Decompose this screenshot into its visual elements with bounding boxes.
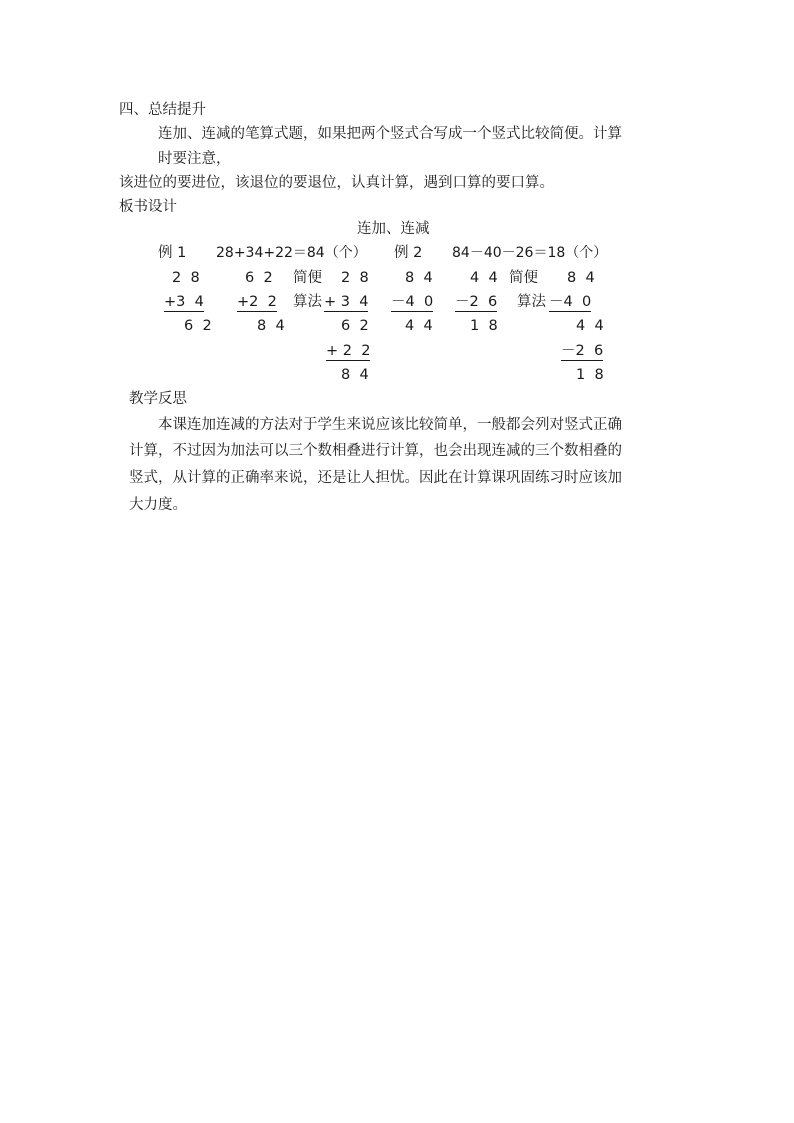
calc-3-middle: 6 2: [341, 318, 369, 334]
calc-1-result: 6 2: [184, 318, 212, 334]
calc-3-result: 8 4: [341, 367, 369, 383]
jian-bian-label-2: 简便: [509, 270, 538, 286]
reflection-line-2: 计算，不过因为加法可以三个数相叠进行计算，也会出现连减的三个数相叠的: [129, 443, 622, 459]
calc-5-result: 1 8: [470, 318, 498, 334]
summary-line-2: 时要注意，: [158, 151, 231, 167]
calc-6-operand-2: －2 6: [561, 343, 604, 359]
summary-line-1: 连加、连减的笔算式题，如果把两个竖式合写成一个竖式比较简便。计算: [158, 126, 622, 142]
calc-5-operand: －2 6: [455, 294, 498, 310]
example-2-label: 例 2: [394, 245, 423, 261]
calc-4-top: 8 4: [405, 270, 433, 286]
calc-6-result: 1 8: [576, 367, 604, 383]
calc-3-operand: + 3 4: [324, 294, 369, 310]
section-title: 四、总结提升: [119, 102, 206, 118]
reflection-heading: 教学反思: [129, 391, 187, 407]
calc-2-operand: +2 2: [237, 294, 277, 310]
jian-bian-label-1: 简便: [293, 270, 322, 286]
calc-1-top: 2 8: [172, 270, 200, 286]
reflection-line-4: 大力度。: [129, 497, 187, 513]
calc-6-top: 8 4: [567, 270, 595, 286]
calc-3-operand-2: + 2 2: [326, 343, 371, 359]
reflection-line-3: 竖式，从计算的正确率来说，还是让人担忧。因此在计算课巩固练习时应该加: [129, 470, 622, 486]
example-1-equation: 28+34+22＝84（个）: [216, 245, 367, 261]
summary-line-3: 该进位的要进位，该退位的要退位，认真计算，遇到口算的要口算。: [119, 175, 554, 191]
calc-6-middle: 4 4: [576, 318, 604, 334]
calc-1-operand: +3 4: [164, 294, 204, 310]
reflection-line-1: 本课连加连减的方法对于学生来说应该比较简单，一般都会列对竖式正确: [158, 417, 622, 433]
calc-4-operand: －4 0: [391, 294, 434, 310]
calc-4-result: 4 4: [405, 318, 433, 334]
board-title: 连加、连减: [357, 221, 430, 237]
calc-6-operand: －4 0: [549, 294, 592, 310]
example-2-equation: 84－40－26＝18（个）: [452, 245, 608, 261]
suan-fa-label-1: 算法: [293, 294, 322, 310]
board-heading: 板书设计: [119, 199, 177, 215]
example-1-label: 例 1: [158, 245, 187, 261]
calc-2-top: 6 2: [245, 270, 273, 286]
calc-3-top: 2 8: [341, 270, 369, 286]
suan-fa-label-2: 算法: [517, 294, 546, 310]
calc-2-result: 8 4: [257, 318, 285, 334]
calc-5-top: 4 4: [470, 270, 498, 286]
